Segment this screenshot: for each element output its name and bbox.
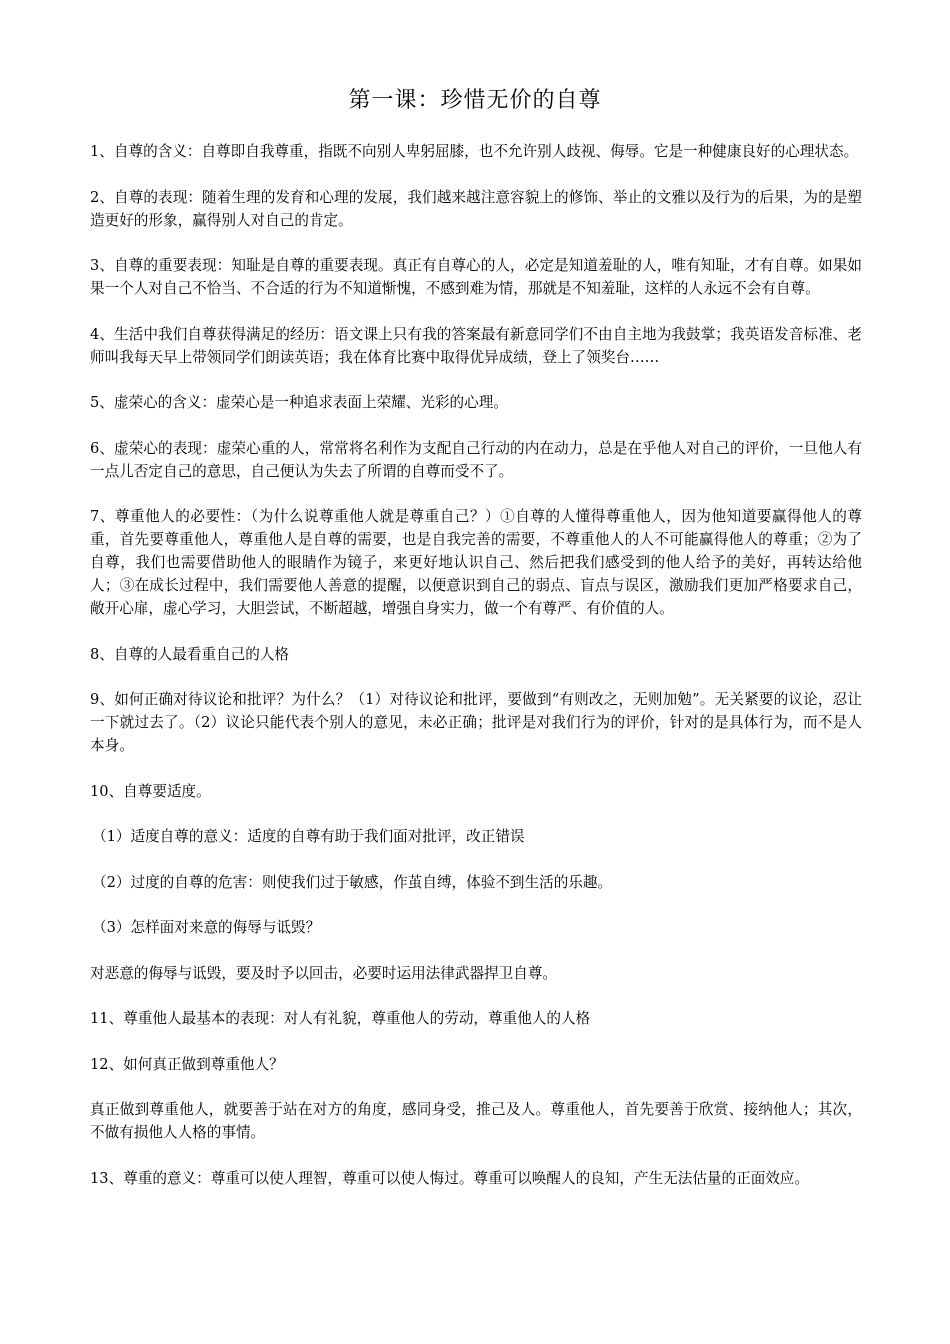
paragraph-12-answer: 真正做到尊重他人，就要善于站在对方的角度，感同身受，推己及人。尊重他人，首先要善于欣赏、接纳他人；其次，不做有损他人人格的事情。	[90, 1101, 862, 1141]
paragraph-11: 11、尊重他人最基本的表现：对人有礼貌，尊重他人的劳动，尊重他人的人格	[90, 1010, 591, 1027]
paragraph-13: 13、尊重的意义：尊重可以使人理智，尊重可以使人悔过。尊重可以唤醒人的良知，产生无法估量的正面效应。	[90, 1169, 810, 1187]
paragraph-10-answer: 对恶意的侮辱与诋毁，要及时予以回击，必要时运用法律武器捍卫自尊。	[90, 964, 558, 982]
paragraph-1: 1、自尊的含义：自尊即自我尊重，指既不向别人卑躬屈膝，也不允许别人歧视、侮辱。它是一种健康良好的心理状态。	[90, 143, 859, 160]
paragraph-10-sub-2: （2）过度的自尊的危害：则使我们过于敏感，作茧自缚，体验不到生活的乐趣。	[92, 873, 613, 891]
paragraph-4: 4、生活中我们自尊获得满足的经历：语文课上只有我的答案最有新意同学们不由自主地为我鼓掌；我英语发音标准、老师叫我每天早上带领同学们朗读英语；我在体育比赛中取得优异成绩，登上了领奖台……	[90, 325, 862, 366]
paragraph-5: 5、虚荣心的含义：虚荣心是一种追求表面上荣耀、光彩的心理。	[90, 394, 508, 411]
paragraph-10: 10、自尊要适度。	[90, 782, 211, 800]
paragraph-10-sub-1: （1）适度自尊的意义：适度的自尊有助于我们面对批评，改正错误	[92, 828, 525, 845]
paragraph-10-sub-3: （3）怎样面对来意的侮辱与诋毁？	[92, 919, 321, 936]
paragraph-8: 8、自尊的人最看重自己的人格	[90, 645, 290, 663]
paragraph-9: 9、如何正确对待议论和批评？为什么？（1）对待议论和批评，要做到“有则改之，无则加勉”。无关紧要的议论，忍让一下就过去了。（2）议论只能代表个别人的意见，未必正确；批评是对我们行为的评价，针对的是具体行为，而不是人本身。	[90, 691, 862, 754]
paragraph-7: 7、尊重他人的必要性：（为什么说尊重他人就是尊重自己？）①自尊的人懂得尊重他人，因为他知道要赢得他人的尊重，首先要尊重他人，尊重他人是自尊的需要，也是自我完善的需要，不尊重他人的人不可能赢得他人的尊重；②为了自尊，我们也需要借助他人的眼睛作为镜子，来更好地认识自己、然后把我们感受到的他人给予的美好，再转达给他人；③在成长过程中，我们需要他人善意的提醒，以便意识到自己的弱点、盲点与误区，激励我们更加严格要求自己，敞开心扉，虚心学习，大胆尝试，不断超越，增强自身实力，做一个有尊严、有价值的人。	[90, 508, 862, 617]
document-body	[90, 140, 862, 1212]
paragraph-2: 2、自尊的表现：随着生理的发育和心理的发展，我们越来越注意容貌上的修饰、举止的文雅以及行为的后果，为的是塑造更好的形象，赢得别人对自己的肯定。	[90, 188, 862, 229]
paragraph-12: 12、如何真正做到尊重他人？	[90, 1055, 284, 1073]
paragraph-3: 3、自尊的重要表现：知耻是自尊的重要表现。真正有自尊心的人，必定是知道羞耻的人，唯有知耻，才有自尊。如果如果一个人对自己不恰当、不合适的行为不知道惭愧，不感到难为情，那就是不知羞耻，这样的人永远不会有自尊。	[90, 257, 862, 297]
paragraph-6: 6、虚荣心的表现：虚荣心重的人，常常将名利作为支配自己行动的内在动力，总是在乎他人对自己的评价，一旦他人有一点儿否定自己的意思，自己便认为失去了所谓的自尊而受不了。	[90, 439, 862, 480]
page-title: 第一课：珍惜无价的自尊	[348, 88, 602, 113]
